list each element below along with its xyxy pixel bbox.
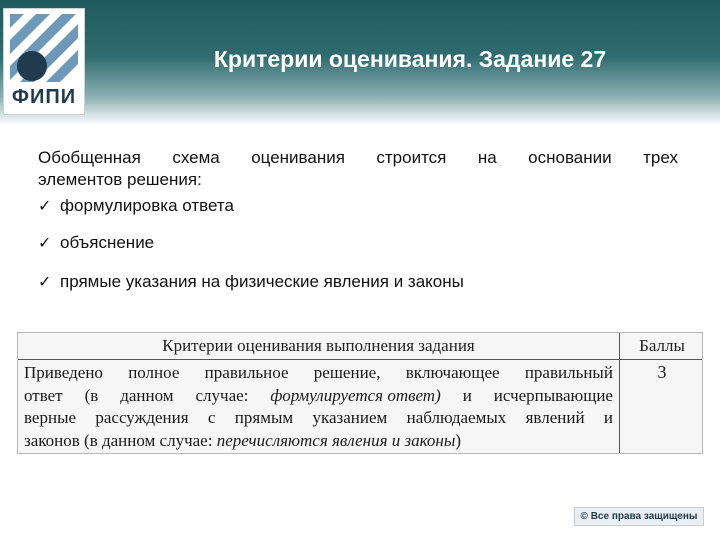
intro-line-2: элементов решения:	[38, 170, 202, 189]
intro-word: Обобщенная	[38, 148, 141, 167]
intro-word: оценивания	[251, 148, 345, 167]
criteria-word: верные	[24, 408, 77, 427]
intro-word: трех	[643, 148, 678, 167]
criteria-word: решение,	[313, 363, 381, 382]
criteria-word: рассуждения	[95, 408, 189, 427]
intro-paragraph	[38, 147, 678, 191]
criteria-line-2	[24, 385, 613, 408]
check-icon: ✓	[38, 235, 52, 252]
criteria-word: полное	[128, 363, 180, 382]
bullet-item	[38, 196, 234, 216]
intro-word: строится	[376, 148, 447, 167]
criteria-word: исчерпывающие	[493, 385, 613, 405]
criteria-text: )	[455, 430, 462, 450]
header-banner	[0, 0, 720, 125]
criteria-word: наблюдаемых	[406, 408, 507, 427]
copyright-badge: © Все права защищены	[574, 507, 704, 526]
bullet-text: прямые указания на физические явления и законы	[60, 272, 464, 291]
fipi-logo	[3, 8, 85, 115]
bullet-item	[38, 233, 154, 253]
criteria-word: с	[207, 408, 216, 427]
criteria-word: случае:	[195, 385, 249, 405]
intro-word: на	[477, 148, 497, 167]
criteria-text-italic: перечисляются явления и законы	[216, 430, 456, 450]
criteria-word: ответ	[24, 385, 63, 405]
fipi-logo-icon	[10, 14, 78, 84]
criteria-line-3	[24, 407, 613, 430]
criteria-word: правильное	[204, 363, 289, 382]
criteria-line-4	[24, 430, 613, 453]
slide-title: Критерии оценивания. Задание 27	[213, 46, 607, 72]
criteria-word: прямым	[234, 408, 294, 427]
criteria-score: 3	[657, 362, 667, 382]
criteria-word: и	[603, 408, 613, 427]
intro-word: основании	[528, 148, 612, 167]
criteria-line-1	[24, 362, 613, 385]
check-icon: ✓	[38, 274, 52, 291]
intro-word: схема	[172, 148, 220, 167]
bullet-text: формулировка ответа	[60, 196, 234, 215]
criteria-word: (в	[84, 385, 99, 405]
criteria-text: законов (в данном случае:	[24, 430, 217, 450]
header-criteria: Критерии оценивания выполнения задания	[18, 333, 620, 359]
check-icon: ✓	[38, 198, 52, 215]
criteria-word-italic: формулируется ответ)	[270, 385, 441, 405]
criteria-table	[17, 332, 703, 454]
criteria-word: указанием	[312, 408, 388, 427]
criteria-word: правильный	[524, 363, 613, 382]
logo-text: ФИПИ	[11, 86, 77, 108]
criteria-word: включающее	[405, 363, 500, 382]
criteria-description	[18, 360, 620, 453]
header-score: Баллы	[639, 336, 685, 355]
bullet-item	[38, 272, 464, 292]
criteria-word: данном	[120, 385, 174, 405]
table-header-row	[18, 333, 702, 360]
intro-line-1	[38, 147, 678, 169]
criteria-word: и	[462, 385, 472, 405]
criteria-word: Приведено	[24, 363, 103, 382]
criteria-word: явлений	[525, 408, 585, 427]
bullet-text: объяснение	[60, 233, 155, 252]
